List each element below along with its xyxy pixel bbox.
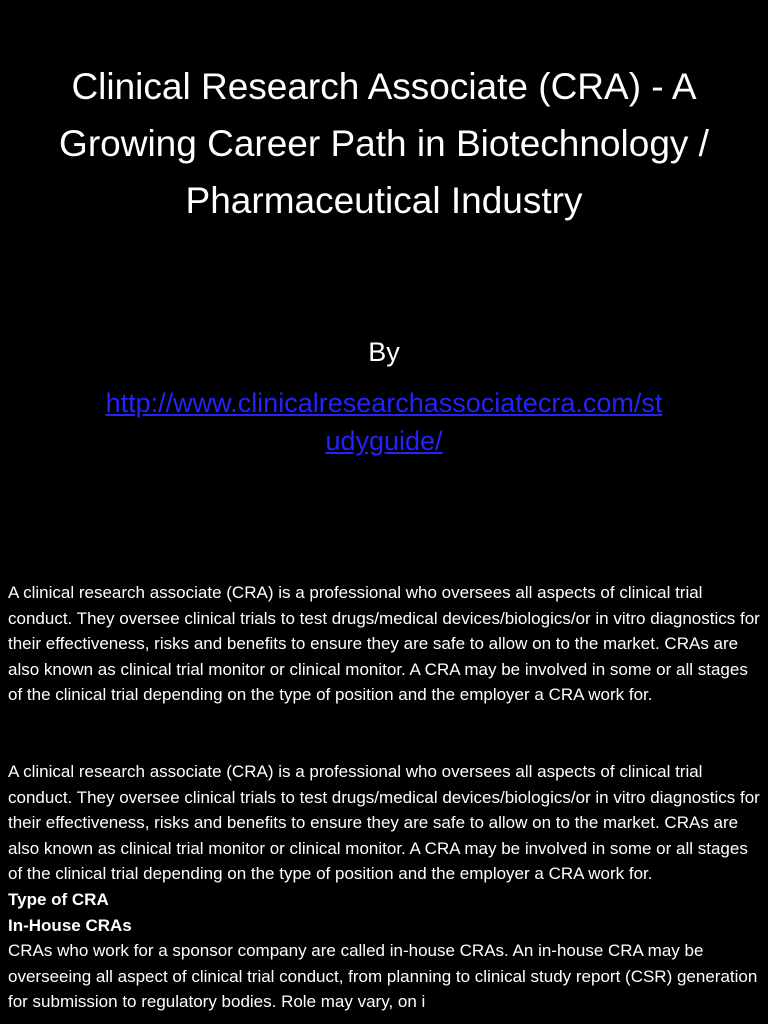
subsection-heading-in-house-cras: In-House CRAs: [8, 915, 132, 935]
intro-paragraph-block: [8, 580, 760, 708]
slide-title: Clinical Research Associate (CRA) - A Growing Career Path in Biotechnology / Pharmaceutical Industry: [59, 66, 709, 221]
section-heading-type-of-cra: Type of CRA: [8, 889, 109, 909]
intro-paragraph-repeat: A clinical research associate (CRA) is a professional who oversees all aspects of clinical trial conduct. They oversee clinical trials to test drugs/medical devices/biologics/or in vitro diagnostics for their effectiveness, risks and benefits to ensure they are safe to allow on to the market. CRAs are also known as clinical trial monitor or clinical monitor. A CRA may be involved in some or all stages of the clinical trial depending on the type of position and the employer a CRA work for.: [8, 762, 760, 884]
in-house-cras-paragraph: CRAs who work for a sponsor company are called in-house CRAs. An in-house CRA may be overseeing all aspect of clinical trial conduct, from planning to clinical study report (CSR) generation for submission to regulatory bodies. Role may vary, on i: [8, 941, 758, 1012]
detail-text-block: [8, 759, 760, 1015]
by-label: By: [368, 337, 400, 367]
intro-paragraph: A clinical research associate (CRA) is a professional who oversees all aspects of clinical trial conduct. They oversee clinical trials to test drugs/medical devices/biologics/or in vitro diagnostics for their effectiveness, risks and benefits to ensure they are safe to allow on to the market. CRAs are also known as clinical trial monitor or clinical monitor. A CRA may be involved in some or all stages of the clinical trial depending on the type of position and the employer a CRA work for.: [8, 583, 760, 705]
source-link[interactable]: http://www.clinicalresearchassociatecra.com/studyguide/: [105, 388, 663, 456]
